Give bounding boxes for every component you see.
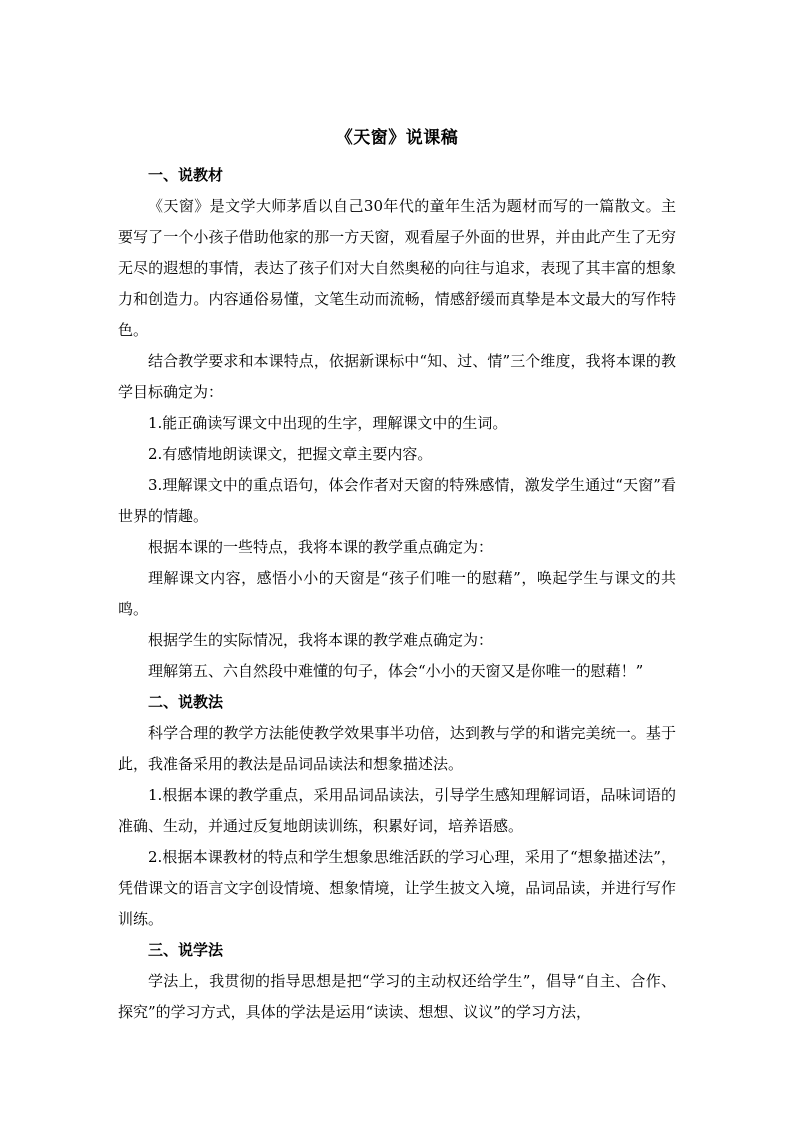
section-textbook — [118, 160, 676, 687]
paragraph: 1.能正确读写课文中出现的生字，理解课文中的生词。 — [148, 414, 508, 432]
paragraph: 学法上，我贯彻的指导思想是把“学习的主动权还给学生”，倡导“自主、合作、探究”的学习方式，具体的学法是运用“读读、想想、议议”的学习方法， — [118, 972, 676, 1021]
paragraph: 1.根据本课的教学重点，采用品词品读法，引导学生感知理解词语，品味词语的准确、生动，并通过反复地朗读训练，积累好词，培养语感。 — [118, 786, 676, 835]
section-heading: 三、说学法 — [148, 941, 224, 959]
paragraph: 根据本课的一些特点，我将本课的教学重点确定为： — [148, 538, 494, 556]
paragraph: 3.理解课文中的重点语句，体会作者对天窗的特殊感情，激发学生通过“天窗”看世界的情趣。 — [118, 476, 676, 525]
paragraph: 2.根据本课教材的特点和学生想象思维活跃的学习心理，采用了“想象描述法”，凭借课文的语言文字创设情境、想象情境，让学生披文入境，品词品读，并进行写作训练。 — [118, 848, 676, 928]
document-page — [118, 122, 676, 1028]
section-teaching-methods — [118, 687, 676, 935]
document-title: 《天窗》说课稿 — [335, 128, 459, 148]
paragraph: 2.有感情地朗读课文，把握文章主要内容。 — [148, 445, 433, 463]
paragraph: 结合教学要求和本课特点，依据新课标中“知、过、情”三个维度，我将本课的教学目标确定为： — [118, 352, 676, 401]
paragraph: 理解课文内容，感悟小小的天窗是“孩子们唯一的慰藉”，唤起学生与课文的共鸣。 — [118, 569, 676, 618]
section-heading: 一、说教材 — [148, 166, 224, 184]
section-learning-methods — [118, 935, 676, 1028]
paragraph: 理解第五、六自然段中难懂的句子，体会“小小的天窗又是你唯一的慰藉！” — [148, 662, 644, 680]
paragraph: 《天窗》是文学大师茅盾以自己30年代的童年生活为题材而写的一篇散文。主要写了一个小孩子借助他家的那一方天窗，观看屋子外面的世界，并由此产生了无穷无尽的遐想的事情，表达了孩子们对大自然奥秘的向往与追求，表现了其丰富的想象力和创造力。内容通俗易懂，文笔生动而流畅，情感舒缓而真挚是本文最大的写作特色。 — [118, 197, 676, 339]
paragraph: 科学合理的教学方法能使教学效果事半功倍，达到教与学的和谐完美统一。基于此，我准备采用的教法是品词品读法和想象描述法。 — [118, 724, 676, 773]
section-heading: 二、说教法 — [148, 693, 224, 711]
paragraph: 根据学生的实际情况，我将本课的教学难点确定为： — [148, 631, 494, 649]
